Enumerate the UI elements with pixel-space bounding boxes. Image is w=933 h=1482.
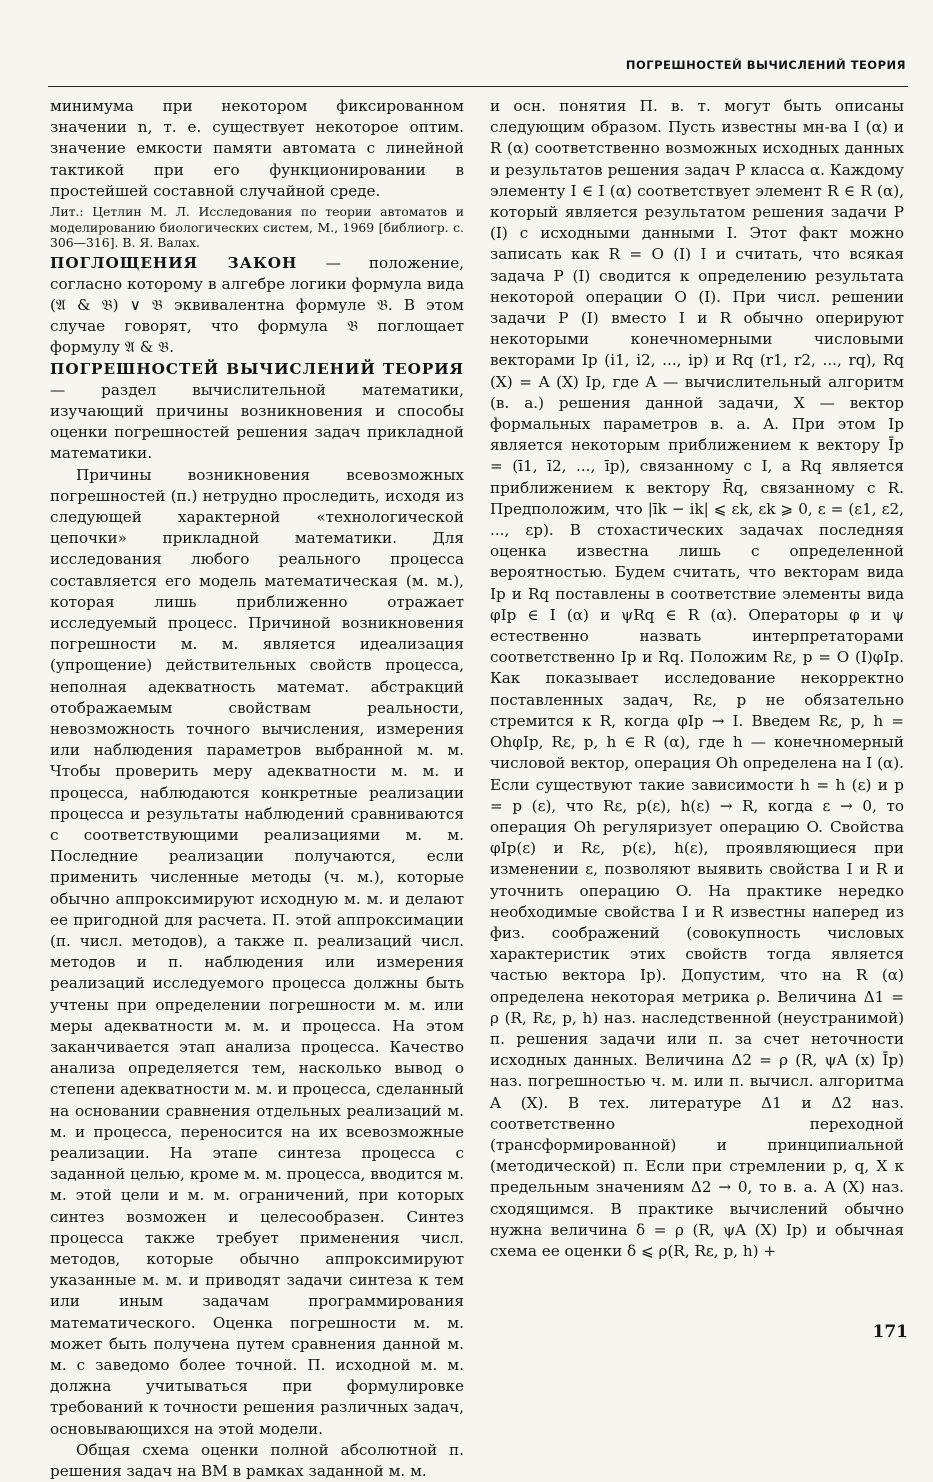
headword-error-theory: ПОГРЕШНОСТЕЙ ВЫЧИСЛЕНИЙ ТЕОРИЯ xyxy=(50,359,464,378)
left-column xyxy=(50,96,465,1481)
paragraph-general-scheme: Общая схема оценки полной абсолютной п. решения задач на ВМ в рамках заданной м. м. xyxy=(50,1440,464,1481)
absorption-definition: — положение, согласно которому в алгебре логики формула вида (𝔄 & 𝔅) ∨ 𝔅 эквивалентна формуле 𝔅. В этом случае говорят, что формула 𝔅 поглощает формулу 𝔄 & 𝔅. xyxy=(50,253,465,357)
header-rule xyxy=(48,86,908,87)
literature-note: Лит.: Цетлин М. Л. Исследования по теории автоматов и моделированию биологических систем, М., 1969 [библиогр. с. 306—316]. В. Я. Валах. xyxy=(50,204,464,251)
headword-absorption: ПОГЛОЩЕНИЯ ЗАКОН xyxy=(50,253,298,272)
paragraph-causes: Причины возникновения всевозможных погрешностей (п.) нетрудно проследить, исходя из следующей характерной «технологической цепочки» прикладной математики. Для исследования любого реального процесса составляется его модель математическая (м. м.), которая лишь приближенно отражает исследуемый процесс. Причиной возникновения погрешности м. м. является идеализация (упрощение) действительных свойств процесса, неполная адекватность математ. абстракций отображаемым свойствам реальности, невозможность точного вычисления, измерения или наблюдения параметров выбранной м. м. Чтобы проверить меру адекватности м. м. и процесса, наблюдаются конкретные реализации процесса и результаты наблюдений сравниваются с соответствующими реализациями м. м. Последние реализации получаются, если применить численные методы (ч. м.), которые обычно аппроксимируют исходную м. м. и делают ее пригодной для расчета. П. этой аппроксимации (п. числ. методов), а также п. реализаций числ. методов и п. наблюдения или измерения реализаций исследуемого процесса должны быть учтены при определении погрешности м. м. или меры адекватности м. м. и процесса. На этом заканчивается этап анализа процесса. Качество анализа определяется тем, насколько вывод о степени адекватности м. м. и процесса, сделанный на основании сравнения отдельных реализаций м. м. и процесса, переносится на их всевозможные реализации. На этапе синтеза процесса с заданной целью, кроме м. м. процесса, вводится м. м. этой цели и м. м. ограничений, при которых синтез возможен и целесообразен. Синтез процесса также требует применения числ. методов, которые обычно аппроксимируют указанные м. м. и приводят задачи синтеза к тем или иным задачам программирования математического. Оценка погрешности м. м. может быть получена путем сравнения данной м. м. с заведомо более точной. П. исходной м. м. должна учитываться при формулировке требований к точности решения различных задач, основывающихся на этой модели. xyxy=(50,465,464,1438)
page-number: 171 xyxy=(872,1322,908,1342)
entry-absorption-law xyxy=(50,253,464,359)
paragraph-continued: и осн. понятия П. в. т. могут быть описаны следующим образом. Пусть известны мн-ва I (α) и R (α) соответственно возможных исходных данных и результатов решения задач P класса α. Каждому элементу I ∈ I (α) соответствует элемент R ∈ R (α), который является результатом решения задачи P (I) с исходными данными I. Этот факт можно записать как R = O (I) I и считать, что всякая задача P (I) сводится к определению результата некоторой операции O (I). При числ. решении задачи P (I) вместо I и R обычно оперируют некоторыми конечномерными числовыми векторами Ip (i1, i2, ..., ip) и Rq (r1, r2, ..., rq), Rq (X) = A (X) Ip, где A — вычислительный алгоритм (в. а.) решения данной задачи, X — вектор формальных параметров в. а. A. При этом Ip является некоторым приближением к вектору Īp = (ī1, ī2, ..., īp), связанному с I, а Rq является приближением к вектору R̄q, связанному с R. Предположим, что |īk − ik| ⩽ εk, εk ⩾ 0, ε = (ε1, ε2, ..., εp). В стохастических задачах последняя оценка известна лишь с определенной вероятностью. Будем считать, что векторам вида Ip и Rq поставлены в соответствие элементы вида φIp ∈ I (α) и ψRq ∈ R (α). Операторы φ и ψ естественно назвать интерпретаторами соответственно Ip и Rq. Положим Rε, p = O (I)φIp. Как показывает исследование некорректно поставленных задач, Rε, p не обязательно стремится к R, когда φIp → I. Введем Rε, p, h = OhφIp, Rε, p, h ∈ R (α), где h — конечномерный числовой вектор, операция Oh определена на I (α). Если существуют такие зависимости h = h (ε) и p = p (ε), что Rε, p(ε), h(ε) → R, когда ε → 0, то операция Oh регуляризует операцию O. Свойства φIp(ε) и Rε, p(ε), h(ε), проявляющиеся при изменении ε, позволяют выявить свойства I и R и уточнить операцию O. На практике нередко необходимые свойства I и R известны наперед из физ. соображений (совокупность числовых характеристик этих свойств тогда является частью вектора Ip). Допустим, что на R (α) определена некоторая метрика ρ. Величина Δ1 = ρ (R, Rε, p, h) наз. наследственной (неустранимой) п. решения задачи или п. за счет неточности исходных данных. Величина Δ2 = ρ (R, ψA (x) Īp) наз. погрешностью ч. м. или п. вычисл. алгоритма A (X). В тех. литературе Δ1 и Δ2 наз. соответственно переходной (трансформированной) и принципиальной (методической) п. Если при стремлении p, q, X к предельным значениям Δ2 → 0, то в. а. A (X) наз. сходящимся. В практике вычислений обычно нужна величина δ = ρ (R, ψA (X) Ip) и обычная схема ее оценки δ ⩽ ρ(R, Rε, p, h) + xyxy=(490,97,904,1260)
error-theory-definition: — раздел вычислительной математики, изучающий причины возникновения и способы оценки погрешностей решения задач прикладной математики. xyxy=(50,380,464,463)
entry-error-theory xyxy=(50,359,464,465)
right-column xyxy=(490,96,904,1346)
paragraph-minimum: минимума при некотором фиксированном значении n, т. е. существует некоторое оптим. значение емкости памяти автомата с линейной тактикой при его функционировании в простейшей составной случайной среде. xyxy=(50,97,464,200)
running-head: ПОГРЕШНОСТЕЙ ВЫЧИСЛЕНИЙ ТЕОРИЯ xyxy=(625,58,906,72)
